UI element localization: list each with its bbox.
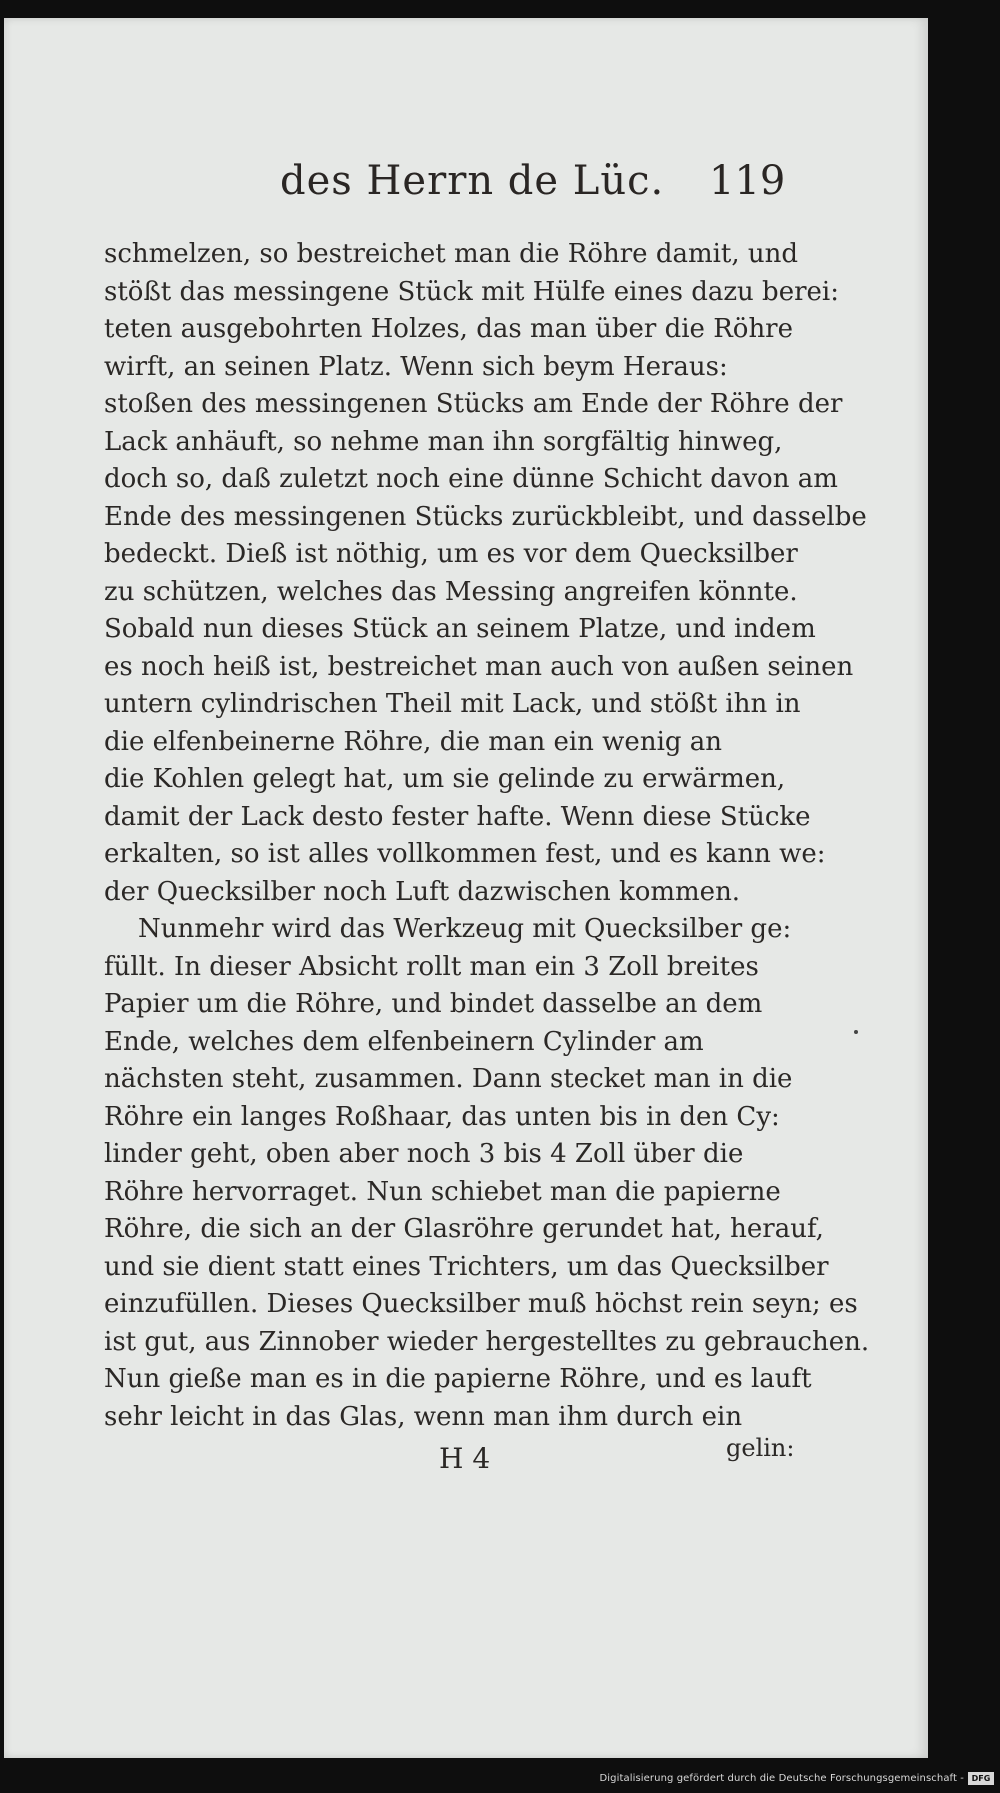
text-line: Ende des messingenen Stücks zurückbleibt, und dasselbe	[104, 501, 867, 532]
text-line: nächsten steht, zusammen. Dann stecket man in die	[104, 1064, 793, 1094]
text-line: stößt das messingene Stück mit Hülfe eines dazu berei:	[104, 276, 839, 307]
text-line: füllt. In dieser Absicht rollt man ein 3 Zoll breites	[104, 951, 759, 982]
text-line: und sie dient statt eines Trichters, um das Quecksilber	[104, 1251, 829, 1282]
text-line: die elfenbeinerne Röhre, die man ein wenig an	[104, 726, 723, 757]
book-page	[4, 18, 928, 1758]
text-line: Nunmehr wird das Werkzeug mit Quecksilber ge:	[138, 914, 792, 944]
text-line: doch so, daß zuletzt noch eine dünne Schicht davon am	[104, 464, 838, 494]
text-line: bedeckt. Dieß ist nöthig, um es vor dem Quecksilber	[104, 539, 798, 569]
text-line: der Quecksilber noch Luft dazwischen kommen.	[104, 876, 741, 907]
body-text	[104, 236, 870, 1436]
text-line: Röhre ein langes Roßhaar, das unten bis in den Cy:	[104, 1101, 780, 1132]
text-line: einzufüllen. Dieses Quecksilber muß höchst rein seyn; es	[104, 1289, 858, 1319]
text-line: damit der Lack desto fester hafte. Wenn diese Stücke	[104, 801, 811, 832]
text-line: teten ausgebohrten Holzes, das man über die Röhre	[104, 314, 793, 344]
text-line: Ende, welches dem elfenbeinern Cylinder am	[104, 1026, 704, 1057]
catchword: gelin:	[726, 1434, 795, 1462]
text-line: Röhre, die sich an der Glasröhre gerundet hat, herauf,	[104, 1214, 824, 1244]
text-line: zu schützen, welches das Messing angreifen könnte.	[104, 576, 798, 607]
text-line: die Kohlen gelegt hat, um sie gelinde zu erwärmen,	[104, 764, 786, 794]
digitization-credit: Digitalisierung gefördert durch die Deutsche Forschungsgemeinschaft -	[599, 1773, 964, 1784]
text-line: sehr leicht in das Glas, wenn man ihm durch ein	[104, 1401, 743, 1432]
text-line: Sobald nun dieses Stück an seinem Platze, und indem	[104, 614, 816, 644]
signature-mark: H 4	[439, 1442, 491, 1475]
text-line: Nun gieße man es in die papierne Röhre, und es lauft	[104, 1364, 812, 1394]
page-header	[4, 158, 928, 218]
text-line: stoßen des messingenen Stücks am Ende der Röhre der	[104, 389, 843, 419]
running-title: des Herrn de Lüc.	[280, 158, 665, 204]
text-line: Lack anhäuft, so nehme man ihn sorgfältig hinweg,	[104, 426, 783, 457]
dfg-logo: DFG	[968, 1772, 994, 1785]
text-line: Röhre hervorraget. Nun schiebet man die papierne	[104, 1176, 781, 1207]
text-line: erkalten, so ist alles vollkommen fest, und es kann we:	[104, 839, 826, 869]
text-line: ist gut, aus Zinnober wieder hergestelltes zu gebrauchen.	[104, 1326, 870, 1357]
text-line: wirft, an seinen Platz. Wenn sich beym Heraus:	[104, 351, 728, 382]
page-number: 119	[709, 158, 786, 204]
text-line: schmelzen, so bestreichet man die Röhre damit, und	[104, 239, 799, 269]
text-line: Papier um die Röhre, und bindet dasselbe an dem	[104, 989, 763, 1019]
text-line: untern cylindrischen Theil mit Lack, und stößt ihn in	[104, 689, 801, 719]
text-line: linder geht, oben aber noch 3 bis 4 Zoll über die	[104, 1139, 744, 1169]
speck	[854, 1030, 858, 1034]
text-line: es noch heiß ist, bestreichet man auch von außen seinen	[104, 651, 854, 682]
